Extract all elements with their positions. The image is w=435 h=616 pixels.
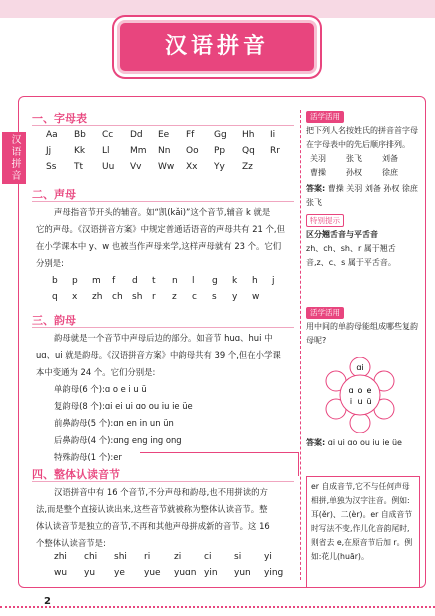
exercise-1	[306, 110, 418, 270]
whole-syllables-row	[54, 568, 294, 578]
pinyin-item: zi	[174, 552, 182, 562]
pinyin-item: ch	[112, 292, 123, 302]
section-heading-whole-syllables: 四、整体认读音节	[32, 466, 120, 482]
tip-text: zh、ch、sh、r 属于翘舌音,z、c、s 属于平舌音。	[306, 244, 396, 267]
pinyin-item: z	[172, 292, 177, 302]
name-item: 孙权	[346, 168, 362, 177]
letter-pair: Kk	[74, 146, 86, 156]
pinyin-item: w	[252, 292, 260, 302]
letter-pair: Rr	[270, 146, 280, 156]
center-label: o	[357, 386, 363, 395]
letter-pair: Vv	[130, 162, 142, 172]
pinyin-item: ying	[264, 568, 284, 578]
name-item: 张飞	[346, 154, 362, 163]
exercise-question: 用中间的单韵母能组成哪些复韵母呢?	[306, 322, 418, 345]
petal-label: ɑi	[356, 363, 364, 372]
letter-pair: Mm	[130, 146, 147, 156]
top-band	[0, 0, 435, 18]
letter-pair: Jj	[46, 146, 52, 156]
names-list	[306, 152, 418, 180]
letter-pair: Hh	[242, 130, 255, 140]
finals-line: 复韵母(8 个):ɑi ei ui ɑo ou iu ie üe	[54, 401, 193, 411]
pinyin-item: chi	[84, 552, 98, 562]
pinyin-item: yi	[264, 552, 272, 562]
section-heading-alphabet: 一、字母表	[32, 110, 87, 126]
tip-tag: 特别提示	[306, 214, 344, 227]
whole-syllables-row	[54, 552, 294, 562]
letter-pair: Qq	[242, 146, 255, 156]
pinyin-item: j	[272, 276, 275, 286]
flower-diagram	[322, 357, 398, 433]
page-number: 2	[44, 596, 51, 607]
pinyin-item: n	[172, 276, 178, 286]
pinyin-item: r	[152, 292, 156, 302]
answer-text: ɑi ui ɑo ou iu ie üe	[327, 438, 402, 447]
letter-pair: Tt	[74, 162, 84, 172]
section-heading-finals: 三、韵母	[32, 312, 76, 328]
pinyin-item: x	[72, 292, 78, 302]
pinyin-item: s	[212, 292, 217, 302]
letter-pair: Dd	[130, 130, 143, 140]
connector-line	[140, 452, 298, 453]
pinyin-item: zh	[92, 292, 103, 302]
pinyin-item: ri	[144, 552, 151, 562]
pinyin-item: f	[112, 276, 116, 286]
page-title: 汉语拼音	[164, 34, 269, 59]
pinyin-item: h	[252, 276, 258, 286]
letter-pair: Zz	[242, 162, 253, 172]
pinyin-item: shi	[114, 552, 127, 562]
exercise-tag: 活学活用	[306, 307, 344, 319]
petal	[350, 413, 370, 433]
finals-list	[54, 381, 294, 466]
pinyin-item: si	[234, 552, 242, 562]
answer-label: 答案:	[306, 438, 326, 447]
initials-row	[52, 276, 292, 286]
whole-syllables-paragraph: 汉语拼音中有 16 个音节,不分声母和韵母,也不用拼读的方 法,而是整个直接认读出来,这些音节就被称为整体认读音节。整 体认读音节是独立的音节,不再和其他声母拼成新的音节。这 16 个整体认读音节是:	[36, 487, 270, 548]
bottom-border	[0, 606, 435, 608]
alphabet-row	[46, 130, 298, 140]
letter-pair: Bb	[74, 130, 86, 140]
pinyin-item: y	[232, 292, 238, 302]
letter-pair: Cc	[102, 130, 114, 140]
center-label: e	[366, 386, 372, 395]
initials-paragraph: 声母指音节开头的辅音。如“凯(kǎi)”这个音节,辅音 k 就是 它的声母。《汉语拼音方案》中规定普通话语音的声母共有 21 个,但 在小学课本中 y、w 也被当作声母来学,这样声母就有 23 个。它们 分别是:	[36, 207, 285, 268]
pinyin-item: l	[192, 276, 195, 286]
pinyin-item: b	[52, 276, 58, 286]
pinyin-item: g	[212, 276, 218, 286]
letter-pair: Ff	[186, 130, 195, 140]
pinyin-item: q	[52, 292, 58, 302]
letter-pair: Ss	[46, 162, 57, 172]
pinyin-item: ye	[114, 568, 125, 578]
flower-center	[340, 375, 380, 415]
answer-label: 答案:	[306, 184, 326, 193]
finals-line: 后鼻韵母(4 个):ɑng eng ing ong	[54, 435, 182, 445]
column-divider	[300, 110, 301, 580]
letter-pair: Oo	[186, 146, 199, 156]
letter-pair: Pp	[214, 146, 226, 156]
letter-pair: Yy	[214, 162, 225, 172]
center-label: i	[349, 397, 353, 406]
side-tab: 汉语拼音	[2, 132, 26, 184]
pinyin-item: c	[192, 292, 197, 302]
pinyin-item: sh	[132, 292, 143, 302]
pinyin-item: yue	[144, 568, 161, 578]
center-label: u	[357, 397, 363, 406]
name-item: 曹操	[310, 168, 326, 177]
section-heading-initials: 二、声母	[32, 186, 76, 202]
pinyin-item: yin	[204, 568, 218, 578]
title-banner	[117, 20, 317, 74]
initials-row	[52, 292, 272, 302]
pinyin-item: d	[132, 276, 138, 286]
pinyin-item: yun	[234, 568, 251, 578]
finals-line: 前鼻韵母(5 个):ɑn en in un ün	[54, 418, 174, 428]
finals-line: 特殊韵母(1 个):er	[54, 452, 122, 462]
note-box: er 自成音节,它不与任何声母相拼,单独为汉字注音。例如:耳(ěr)、二(èr)。er 自成音节时写法不变,作儿化音韵尾时,则省去 e,在原音节后加 r。例如:花儿(huār)。	[306, 476, 420, 588]
letter-pair: Gg	[214, 130, 227, 140]
finals-paragraph: 韵母就是一个音节中声母后边的部分。如音节 huɑ、hui 中 uɑ、ui 就是韵母。《汉语拼音方案》中韵母共有 39 个,但在小学课 本中变通为 24 个。它们分别是:	[36, 333, 281, 377]
pinyin-item: zhi	[54, 552, 67, 562]
exercise-tag: 活学活用	[306, 111, 344, 123]
pinyin-item: p	[72, 276, 78, 286]
center-label: ɑ	[348, 386, 354, 395]
pinyin-item: wu	[54, 568, 68, 578]
name-item: 刘备	[382, 154, 398, 163]
letter-pair: Uu	[102, 162, 115, 172]
letter-pair: Nn	[158, 146, 171, 156]
pinyin-item: t	[152, 276, 156, 286]
center-label: ü	[366, 397, 372, 406]
pinyin-item: yu	[84, 568, 96, 578]
finals-line: 单韵母(6 个):ɑ o e i u ü	[54, 384, 147, 394]
letter-pair: Aa	[46, 130, 58, 140]
alphabet-row	[46, 146, 298, 156]
pinyin-item: m	[92, 276, 101, 286]
exercise-2-answer	[306, 436, 418, 450]
letter-pair: Ee	[158, 130, 170, 140]
letter-pair: Ll	[102, 146, 110, 156]
connector-line	[298, 452, 299, 476]
pinyin-item: ci	[204, 552, 212, 562]
alphabet-row	[46, 162, 270, 172]
pinyin-item: yuɑn	[174, 568, 197, 578]
letter-pair: Ww	[158, 162, 175, 172]
exercise-question: 把下列人名按姓氏的拼音首字母在字母表中的先后顺序排列。	[306, 126, 418, 149]
exercise-2	[306, 306, 418, 348]
letter-pair: Xx	[186, 162, 198, 172]
name-item: 关羽	[310, 154, 326, 163]
letter-pair: Ii	[270, 130, 276, 140]
answer-text: 曹操 关羽 刘备 孙权 徐庶 张飞	[306, 184, 418, 207]
name-item: 徐庶	[382, 168, 398, 177]
pinyin-item: k	[232, 276, 238, 286]
tip-title: 区分翘舌音与平舌音	[306, 230, 378, 239]
